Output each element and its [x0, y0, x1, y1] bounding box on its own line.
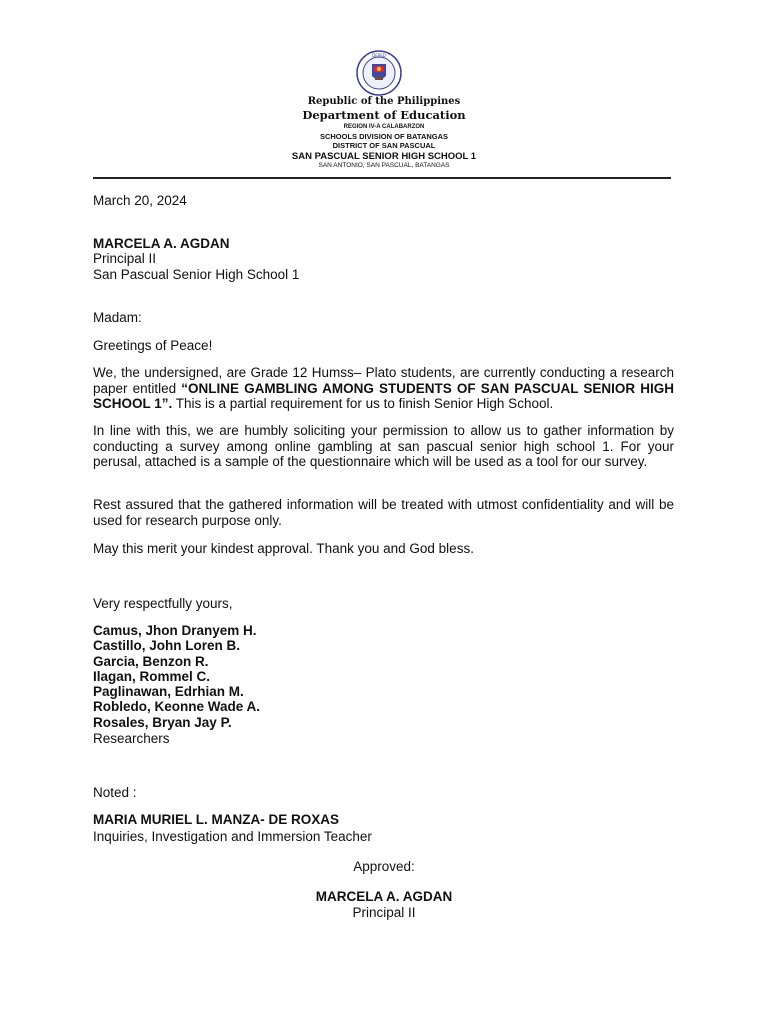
noted-name: MARIA MURIEL L. MANZA- DE ROXAS [93, 812, 339, 827]
p1-text-a: We, the undersigned, are Grade 12 Humss– Plato students, are currently conducting a research paper entitled [93, 365, 674, 396]
region-line: REGION IV-A CALABARZON [343, 124, 425, 130]
deped-seal-logo [354, 50, 404, 96]
division-line: SCHOOLS DIVISION OF BATANGAS [319, 132, 449, 141]
district-line: DISTRICT OF SAN PASCUAL [332, 141, 436, 150]
researcher-name: Robledo, Keonne Wade A. [93, 699, 261, 714]
greeting: Greetings of Peace! [93, 338, 213, 353]
letterhead-divider [93, 177, 671, 179]
republic-line: Republic of the Philippines [307, 96, 461, 107]
svg-text:DEPED: DEPED [372, 53, 386, 58]
body-paragraph-2: In line with this, we are humbly soliciting your permission to allow us to gather information by conducting a survey among online gambling at san pascual senior high school 1. For your perusal, attached is a sample of the questionnaire which will be used as a tool for our survey. [93, 423, 674, 469]
approved-name: MARCELA A. AGDAN [315, 889, 453, 904]
address-line: SAN ANTONIO, SAN PASCUAL, BATANGAS [318, 162, 450, 169]
researcher-name: Camus, Jhon Dranyem H. [93, 623, 257, 638]
body-paragraph-1 [93, 365, 674, 412]
approved-label: Approved: [353, 859, 415, 874]
researcher-name: Rosales, Bryan Jay P. [93, 715, 232, 730]
researcher-name: Castillo, John Loren B. [93, 638, 241, 653]
noted-label: Noted : [93, 785, 137, 800]
letter-date: March 20, 2024 [93, 193, 187, 208]
school-line: SAN PASCUAL SENIOR HIGH SCHOOL 1 [291, 151, 477, 162]
recipient-position: Principal II [93, 251, 157, 266]
body-paragraph-4: May this merit your kindest approval. Thank you and God bless. [93, 541, 474, 556]
closing: Very respectfully yours, [93, 596, 233, 611]
salutation: Madam: [93, 310, 142, 325]
department-line: Department of Education [302, 108, 466, 122]
p1-text-b: This is a partial requirement for us to finish Senior High School. [172, 396, 554, 411]
recipient-school: San Pascual Senior High School 1 [93, 267, 300, 282]
researcher-name: Paglinawan, Edrhian M. [93, 684, 244, 699]
researcher-name: Garcia, Benzon R. [93, 654, 209, 669]
researcher-name: Ilagan, Rommel C. [93, 669, 211, 684]
recipient-name: MARCELA A. AGDAN [93, 236, 230, 251]
noted-position: Inquiries, Investigation and Immersion Teacher [93, 829, 372, 844]
approved-position: Principal II [352, 905, 416, 920]
researchers-label: Researchers [93, 731, 170, 746]
research-title: “ONLINE GAMBLING AMONG STUDENTS OF SAN PASCUAL SENIOR HIGH SCHOOL 1”. [93, 380, 674, 411]
body-paragraph-3: Rest assured that the gathered information will be treated with utmost confidentiality and will be used for research purpose only. [93, 497, 674, 528]
